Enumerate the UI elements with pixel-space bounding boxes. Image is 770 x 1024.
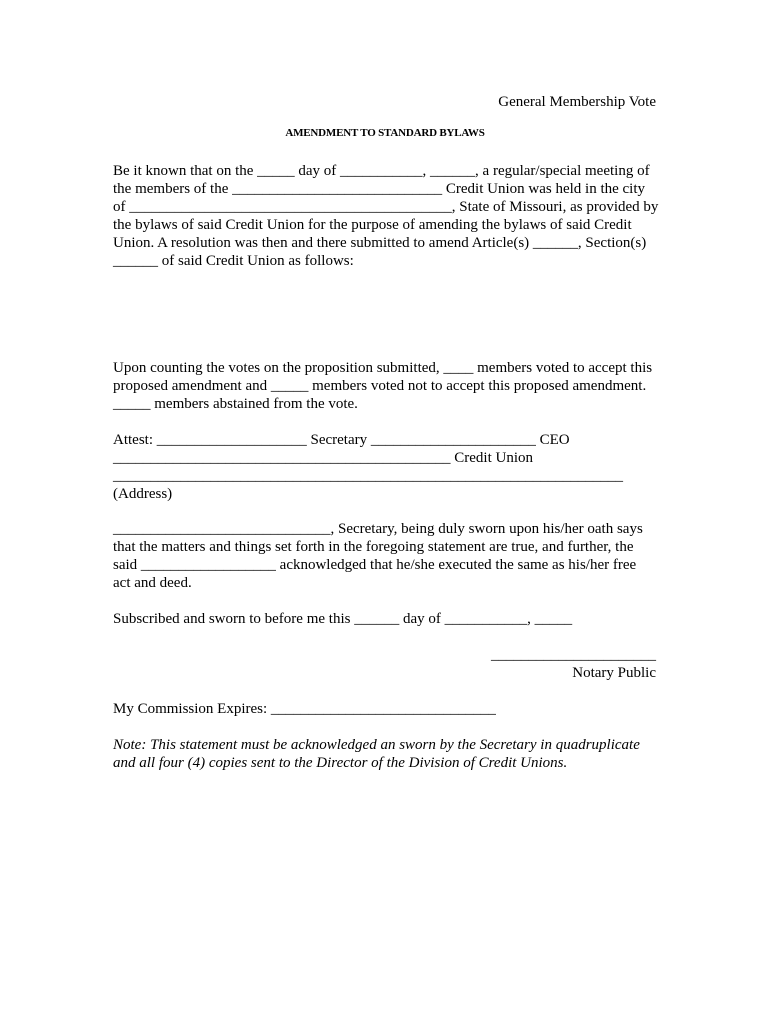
subscribed-line: Subscribed and sworn to before me this ______ day of ___________, _____ bbox=[113, 611, 573, 627]
note-line: Note: This statement must be acknowledged an sworn by the Secretary in quadruplicate bbox=[113, 737, 640, 753]
document-title: AMENDMENT TO STANDARD BYLAWS bbox=[285, 127, 485, 139]
votes-paragraph bbox=[113, 359, 673, 413]
intro-line: the bylaws of said Credit Union for the purpose of amending the bylaws of said Credit bbox=[113, 217, 632, 233]
intro-line: ______ of said Credit Union as follows: bbox=[113, 253, 354, 269]
note-line: and all four (4) copies sent to the Director of the Division of Credit Unions. bbox=[113, 755, 568, 771]
address-line: ____________________________________________________________________ bbox=[113, 468, 623, 484]
credit-union-name-line: _____________________________________________ Credit Union bbox=[113, 450, 533, 466]
intro-line: of ___________________________________________, State of Missouri, as provided by bbox=[113, 199, 659, 215]
votes-line: proposed amendment and _____ members voted not to accept this proposed amendment. bbox=[113, 378, 647, 394]
votes-line: _____ members abstained from the vote. bbox=[113, 396, 358, 412]
intro-line: the members of the ____________________________ Credit Union was held in the city bbox=[113, 181, 646, 197]
address-label: (Address) bbox=[113, 486, 173, 502]
attest-section bbox=[113, 431, 673, 503]
form-label: General Membership Vote bbox=[498, 94, 656, 110]
votes-line: Upon counting the votes on the proposition submitted, ____ members voted to accept this bbox=[113, 360, 653, 376]
notary-signature-line: ______________________ bbox=[491, 647, 656, 663]
oath-paragraph bbox=[113, 520, 673, 592]
intro-line: Be it known that on the _____ day of ___________, ______, a regular/special meeting of bbox=[113, 163, 650, 179]
note-paragraph bbox=[113, 736, 673, 772]
intro-paragraph bbox=[113, 162, 673, 270]
commission-paragraph bbox=[113, 700, 673, 718]
notary-label: Notary Public bbox=[572, 665, 656, 681]
oath-line: said __________________ acknowledged that he/she executed the same as his/her free bbox=[113, 557, 637, 573]
intro-line: Union. A resolution was then and there submitted to amend Article(s) ______, Section(s) bbox=[113, 235, 647, 251]
oath-line: act and deed. bbox=[113, 575, 192, 591]
oath-line: that the matters and things set forth in the foregoing statement are true, and further, the bbox=[113, 539, 634, 555]
commission-line: My Commission Expires: ______________________________ bbox=[113, 701, 496, 717]
oath-line: _____________________________, Secretary, being duly sworn upon his/her oath says bbox=[113, 521, 643, 537]
attest-signature-line: Attest: ____________________ Secretary ______________________ CEO bbox=[113, 432, 570, 448]
subscribed-paragraph bbox=[113, 610, 673, 628]
